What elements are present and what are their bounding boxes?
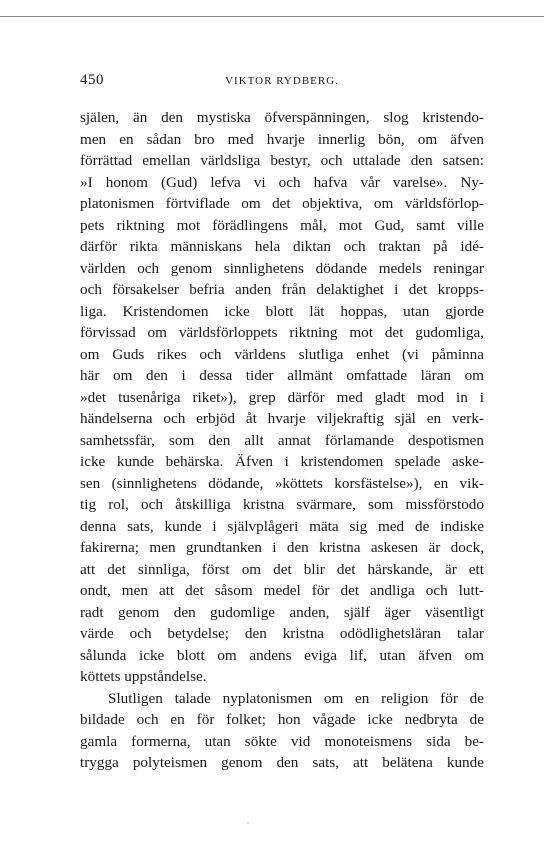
text-line: världen och genom sinnlighetens dödande medels reningar <box>80 259 484 277</box>
text-line: gamla formerna, utan sökte vid monoteismens sida be- <box>80 732 484 750</box>
paragraph-1 <box>80 107 484 688</box>
text-line: händelserna och erbjöd åt hvarje viljekraftig själ en verk- <box>80 410 484 427</box>
paper-speck <box>247 822 249 824</box>
text-line: »det tusenåriga riket»), grep därför med gladt mod in i <box>80 388 484 406</box>
top-rule <box>0 16 544 17</box>
text-line: samhetssfär, som den allt annat förlamande despotismen <box>80 431 484 449</box>
text-line: denna sats, kunde i självplågeri mäta sig med de indiske <box>80 517 484 535</box>
text-line: själen, än den mystiska öfverspänningen, slog kristendo- <box>80 109 484 126</box>
text-line: värde och betydelse; den kristna odödlighetsläran talar <box>80 625 484 642</box>
text-line: liga. Kristendomen icke blott lät hoppas, utan gjorde <box>80 302 484 320</box>
text-line: här om den i dessa tider allmänt omfattade läran om <box>80 367 484 384</box>
text-line: trygga polyteismen genom den sats, att belätena kunde <box>80 754 484 771</box>
text-line: pets riktning mot förädlingens mål, mot Gud, samt ville <box>80 216 484 234</box>
text-line: radt genom den gudomlige anden, själf äger väsentligt <box>80 603 484 621</box>
text-line: förvissad om världsförloppets riktning mot det gudomliga, <box>80 324 484 341</box>
text-line: »I honom (Gud) lefva vi och hafva vår varelse». Ny- <box>80 173 484 191</box>
running-head: VIKTOR RYDBERG. <box>225 75 339 87</box>
text-line: och försakelser befria anden från delaktighet i det kropps- <box>80 281 484 298</box>
paragraph-2 <box>80 688 484 774</box>
body-text <box>80 107 484 774</box>
text-line: köttets uppståndelse. <box>80 668 207 685</box>
text-line: förrättad emellan världsliga bestyr, och uttalade den satsen: <box>80 152 484 169</box>
text-line: icke kunde behärska. Äfven i kristendomen spelade aske- <box>80 453 484 470</box>
page-header <box>80 72 484 88</box>
text-line: fakirerna; men grundtanken i den kristna askesen är dock, <box>80 539 484 556</box>
text-line: ondt, men att det såsom medel för det andliga och lutt- <box>80 582 484 599</box>
text-line: tig rol, och åtskilliga kristna svärmare, som missförstodo <box>80 496 484 513</box>
text-line: Slutligen talade nyplatonismen om en religion för de <box>108 689 484 707</box>
text-line: men en sådan bro med hvarje innerlig bön, om äfven <box>80 130 484 148</box>
text-line: om Guds rikes och världens slutliga enhet (vi påminna <box>80 345 484 363</box>
text-line: sen (sinnlighetens dödande, »köttets korsfästelse»), en vik- <box>80 474 484 492</box>
text-line: platonismen förtviflade om det objektiva, om världsförlop- <box>80 195 484 212</box>
text-line: bildade och en för folket; hon vågade icke nedbryta de <box>80 711 484 728</box>
page-number: 450 <box>80 72 104 88</box>
text-line: sålunda icke blott om andens eviga lif, utan äfven om <box>80 646 484 664</box>
text-line: därför rikta människans hela diktan och traktan på idé- <box>80 238 484 255</box>
text-line: att det sinnliga, först om det blir det härskande, är ett <box>80 560 484 578</box>
